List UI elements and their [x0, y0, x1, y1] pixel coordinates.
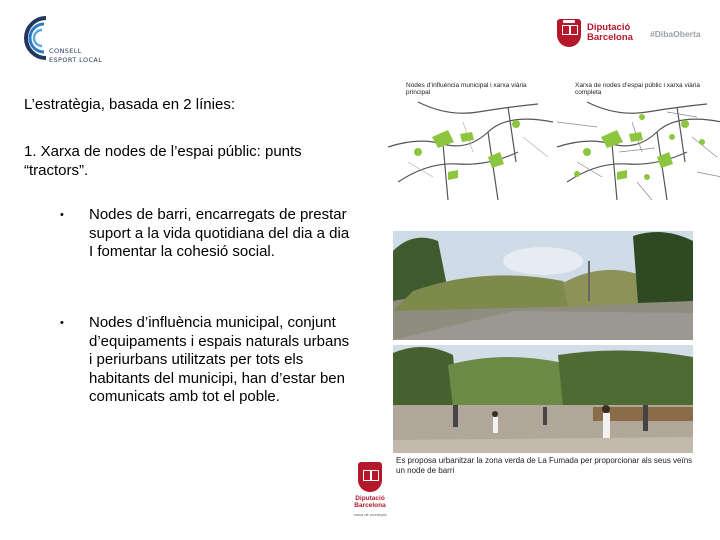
map-title: Nodes d’influència municipal i xarxa viària principal [406, 82, 527, 96]
logo-line-2: ESPORT LOCAL [49, 56, 103, 64]
bullet-item [60, 206, 350, 286]
point-heading: 1. Xarxa de nodes de l’espai públic: punts “tractors”. [24, 143, 302, 179]
site-photo-proposal [393, 345, 693, 453]
diputacio-name-2: Barcelona [354, 502, 386, 509]
bullet-item [60, 314, 350, 444]
map-drawing [388, 82, 553, 200]
diputacio-name-1: Diputació [355, 495, 385, 502]
diputacio-logo-bottom [350, 460, 390, 524]
logo-line-1: CONSELL [49, 47, 82, 55]
bullet-marker: • [60, 317, 64, 329]
map-municipal-nodes [388, 82, 553, 200]
diba-hashtag: #DibaOberta [650, 29, 701, 39]
consell-esport-local-logo [12, 12, 122, 72]
diputacio-logo-top [557, 19, 633, 47]
map-drawing [557, 82, 720, 200]
photo-caption: Es proposa urbanitzar la zona verda de La Fumada per proporcionar als seus veïns un node de barri [396, 456, 693, 475]
bullet-text: Nodes d’influència municipal, conjunt d’equipaments i espais naturals urbans i periurbans utilitzats per tots els habitants del municipi, han d’estar ben comunicats amb tot el poble. [89, 314, 350, 405]
logo-rings-icon [12, 12, 52, 64]
diputacio-name-2: Barcelona [587, 32, 633, 43]
diputacio-tagline: xarxa de municipis [353, 512, 387, 517]
map-public-space-nodes [557, 82, 720, 200]
intro-text: L’estratègia, basada en 2 línies: [24, 96, 235, 113]
diputacio-name-1: Diputació [587, 22, 631, 33]
diputacio-seal-icon [358, 462, 382, 492]
site-photo-current [393, 231, 693, 340]
bullet-text: Nodes de barri, encarregats de prestar suport a la vida quotidiana del dia a dia I fomentar la cohesió social. [89, 206, 350, 260]
map-title: Xarxa de nodes d’espai públic i xarxa viària completa [575, 82, 701, 96]
diputacio-seal-icon [557, 19, 581, 47]
bullet-marker: • [60, 209, 64, 221]
